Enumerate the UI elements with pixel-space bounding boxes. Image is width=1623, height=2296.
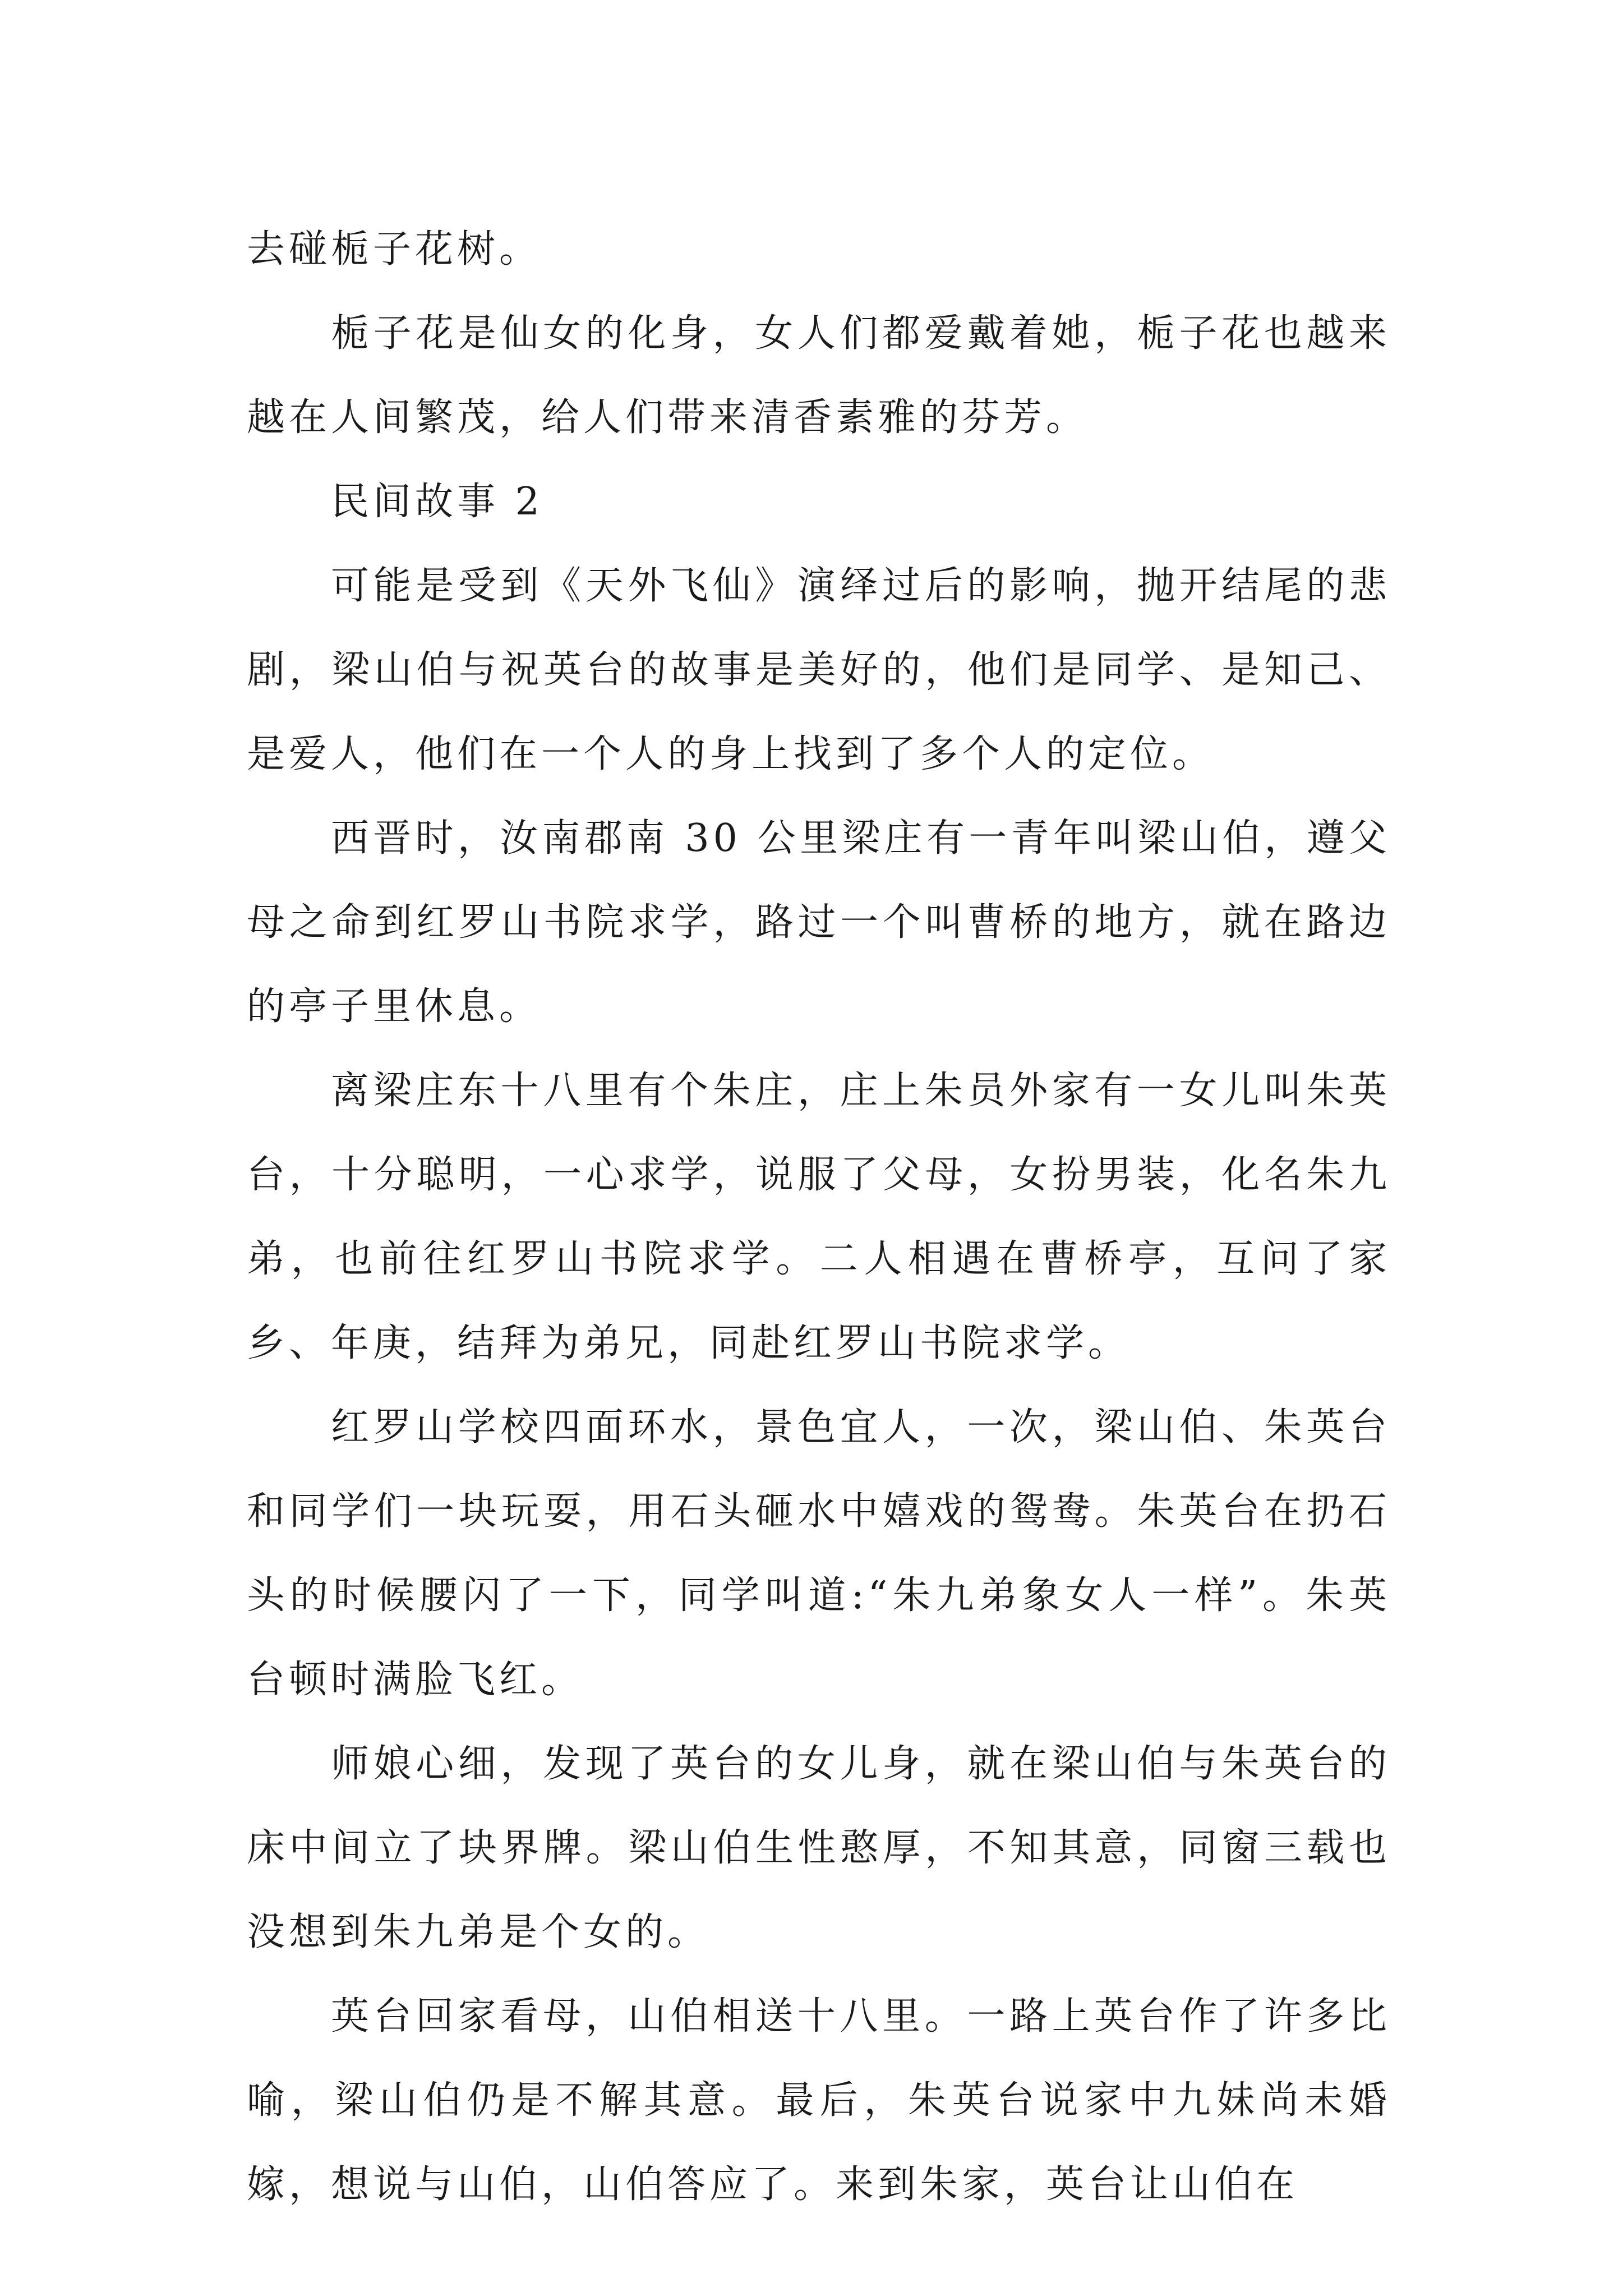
paragraph-intro: 可能是受到《天外飞仙》演绎过后的影响，抛开结尾的悲剧，梁山伯与祝英台的故事是美好的，他们是同学、是知己、是爱人，他们在一个人的身上找到了多个人的定位。	[247, 564, 1391, 776]
paragraph-school: 红罗山学校四面环水，景色宜人，一次，梁山伯、朱英台和同学们一块玩耍，用石头砸水中嬉戏的鸳鸯。朱英台在扔石头的时候腰闪了一下，同学叫道:“朱九弟象女人一样”。朱英台顿时满脸飞红。	[247, 1405, 1391, 1702]
paragraph-gardenia: 栀子花是仙女的化身，女人们都爱戴着她，栀子花也越来越在人间繁茂，给人们带来清香素雅的芬芳。	[247, 311, 1391, 440]
body-text	[247, 208, 1391, 2227]
paragraph-farewell: 英台回家看母，山伯相送十八里。一路上英台作了许多比喻，梁山伯仍是不解其意。最后，朱英台说家中九妹尚未婚嫁，想说与山伯，山伯答应了。来到朱家，英台让山伯在	[247, 1994, 1391, 2207]
section-heading-folk-tale-2: 民间故事 2	[331, 480, 543, 524]
paragraph-liang-shanbo: 西晋时，汝南郡南 30 公里梁庄有一青年叫梁山伯，遵父母之命到红罗山书院求学，路过一个叫曹桥的地方，就在路边的亭子里休息。	[247, 816, 1391, 1029]
paragraph-continuation: 去碰栀子花树。	[247, 227, 542, 272]
paragraph-zhu-yingtai: 离梁庄东十八里有个朱庄，庄上朱员外家有一女儿叫朱英台，十分聪明，一心求学，说服了父母，女扮男装，化名朱九弟，也前往红罗山书院求学。二人相遇在曹桥亭，互问了家乡、年庚，结拜为弟兄，同赴红罗山书院求学。	[247, 1069, 1391, 1365]
paragraph-teacher-wife: 师娘心细，发现了英台的女儿身，就在梁山伯与朱英台的床中间立了块界牌。梁山伯生性憨厚，不知其意，同窗三载也没想到朱九弟是个女的。	[247, 1742, 1391, 1954]
